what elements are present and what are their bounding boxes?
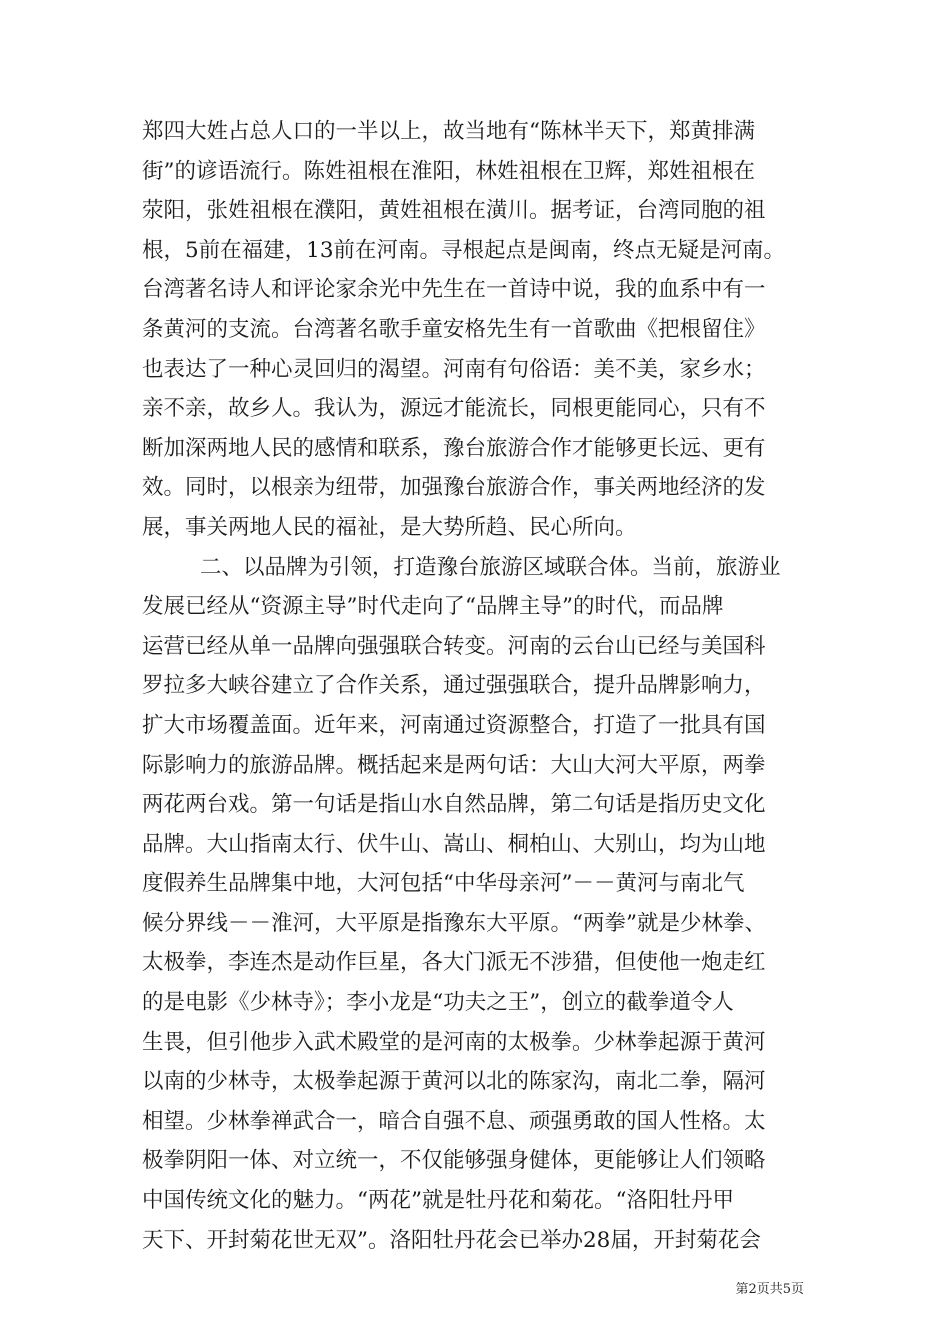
text-line: 天下、开封菊花世无双”。洛阳牡丹花会已举办28届，开封菊花会 — [142, 1227, 761, 1253]
text-line: 度假养生品牌集中地，大河包括“中华母亲河”－－黄河与南北气 — [142, 871, 745, 897]
text-line: 亲不亲，故乡人。我认为，源远才能流长，同根更能同心，只有不 — [142, 396, 766, 422]
text-line: 相望。少林拳禅武合一，暗合自强不息、顽强勇敢的国人性格。太 — [142, 1108, 766, 1134]
text-line: 发展已经从“资源主导”时代走向了“品牌主导”的时代，而品牌 — [142, 594, 724, 620]
text-line: 际影响力的旅游品牌。概括起来是两句话：大山大河大平原，两拳 — [142, 752, 766, 778]
text-line: 根，5前在福建，13前在河南。寻根起点是闽南，终点无疑是河南。 — [142, 237, 786, 263]
text-line: 品牌。大山指南太行、伏牛山、嵩山、桐柏山、大别山，均为山地 — [142, 831, 766, 857]
text-line: 以南的少林寺，太极拳起源于黄河以北的陈家沟，南北二拳，隔河 — [142, 1069, 766, 1095]
text-line: 断加深两地人民的感情和联系，豫台旅游合作才能够更长远、更有 — [142, 435, 766, 461]
text-line: 候分界线－－淮河，大平原是指豫东大平原。“两拳”就是少林拳、 — [142, 910, 766, 936]
text-line: 中国传统文化的魅力。“两花”就是牡丹花和菊花。“洛阳牡丹甲 — [142, 1188, 734, 1214]
text-line: 郑四大姓占总人口的一半以上，故当地有“陈林半天下，郑黄排满 — [142, 119, 755, 144]
text-line: 极拳阴阳一体、对立统一，不仅能够强身健体，更能够让人们领略 — [142, 1148, 766, 1174]
text-line: 台湾著名诗人和评论家余光中先生在一首诗中说，我的血系中有一 — [142, 277, 766, 303]
text-line: 生畏，但引他步入武术殿堂的是河南的太极拳。少林拳起源于黄河 — [142, 1029, 766, 1055]
text-line: 条黄河的支流。台湾著名歌手童安格先生有一首歌曲《把根留住》 — [142, 316, 766, 342]
text-line: 罗拉多大峡谷建立了合作关系，通过强强联合，提升品牌影响力， — [142, 673, 766, 699]
paragraph-start-line: 二、以品牌为引领，打造豫台旅游区域联合体。当前，旅游业 — [200, 554, 781, 580]
text-line: 的是电影《少林寺》；李小龙是“功夫之王”，创立的截拳道令人 — [142, 990, 734, 1016]
text-line: 也表达了一种心灵回归的渴望。河南有句俗语：美不美，家乡水； — [142, 356, 766, 382]
text-line: 荥阳，张姓祖根在濮阳，黄姓祖根在潢川。据考证，台湾同胞的祖 — [142, 198, 766, 224]
page-number: 第2页共5页 — [735, 1282, 804, 1297]
text-line: 太极拳，李连杰是动作巨星，各大门派无不涉猎，但使他一炮走红 — [142, 950, 766, 976]
text-line: 效。同时，以根亲为纽带，加强豫台旅游合作，事关两地经济的发 — [142, 475, 766, 501]
text-line: 街”的谚语流行。陈姓祖根在淮阳，林姓祖根在卫辉，郑姓祖根在 — [142, 158, 755, 184]
text-line: 扩大市场覆盖面。近年来，河南通过资源整合，打造了一批具有国 — [142, 712, 766, 738]
text-line: 展，事关两地人民的福祉，是大势所趋、民心所向。 — [142, 514, 637, 540]
text-line: 运营已经从单一品牌向强强联合转变。河南的云台山已经与美国科 — [142, 633, 766, 659]
body-text — [142, 112, 812, 1260]
text-line: 两花两台戏。第一句话是指山水自然品牌，第二句话是指历史文化 — [142, 792, 766, 818]
